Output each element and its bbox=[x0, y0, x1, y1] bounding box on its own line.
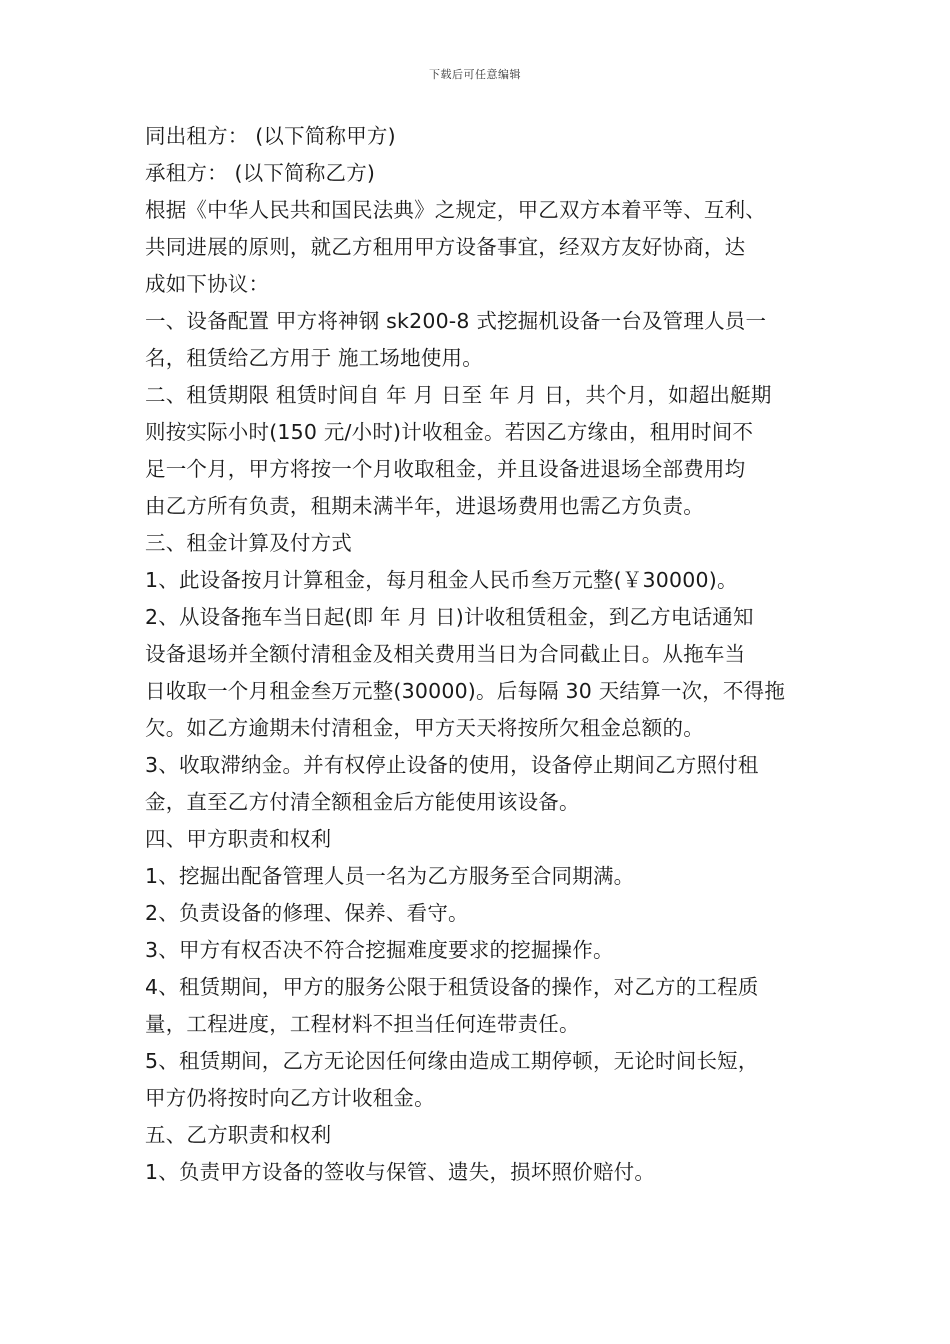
text-line: 5、租赁期间，乙方无论因任何缘由造成工期停顿，无论时间长短， bbox=[145, 1049, 759, 1073]
text-line: 设备退场并全额付清租金及相关费用当日为合同截止日。从拖车当 bbox=[145, 642, 746, 666]
text-line: 3、收取滞纳金。并有权停止设备的使用，设备停止期间乙方照付租 bbox=[145, 753, 759, 777]
text-line: 同出租方： (以下简称甲方) bbox=[145, 124, 396, 148]
text-line: 欠。如乙方逾期未付清租金，甲方天天将按所欠租金总额的。 bbox=[145, 716, 704, 740]
text-line: 日收取一个月租金叁万元整(30000)。后每隔 30 天结算一次，不得拖 bbox=[145, 679, 786, 703]
text-line: 承租方： (以下简称乙方) bbox=[145, 161, 376, 185]
text-line: 3、甲方有权否决不符合挖掘难度要求的挖掘操作。 bbox=[145, 938, 614, 962]
section-heading: 三、租金计算及付方式 bbox=[145, 531, 352, 555]
text-line: 则按实际小时(150 元/小时)计收租金。若因乙方缘由，租用时间不 bbox=[145, 420, 754, 444]
section-heading: 五、乙方职责和权利 bbox=[145, 1123, 332, 1147]
text-line: 量，工程进度，工程材料不担当任何连带责任。 bbox=[145, 1012, 580, 1036]
text-line: 2、从设备拖车当日起(即 年 月 日)计收租赁租金，到乙方电话通知 bbox=[145, 605, 754, 629]
text-line: 1、挖掘出配备管理人员一名为乙方服务至合同期满。 bbox=[145, 864, 635, 888]
text-line: 4、租赁期间，甲方的服务公限于租赁设备的操作，对乙方的工程质 bbox=[145, 975, 759, 999]
header-note: 下载后可任意编辑 bbox=[429, 68, 521, 81]
text-line: 一、设备配置 甲方将神钢 sk200-8 式挖掘机设备一台及管理人员一 bbox=[145, 309, 767, 333]
text-line: 2、负责设备的修理、保养、看守。 bbox=[145, 901, 469, 925]
text-line: 由乙方所有负责，租期未满半年，进退场费用也需乙方负责。 bbox=[145, 494, 704, 518]
text-line: 1、负责甲方设备的签收与保管、遗失，损坏照价赔付。 bbox=[145, 1160, 656, 1184]
text-line: 甲方仍将按时向乙方计收租金。 bbox=[145, 1086, 435, 1110]
text-line: 成如下协议： bbox=[145, 272, 270, 296]
text-line: 二、租赁期限 租赁时间自 年 月 日至 年 月 日，共个月，如超出艇期 bbox=[145, 383, 772, 407]
text-line: 1、此设备按月计算租金，每月租金人民币叁万元整(￥30000)。 bbox=[145, 568, 738, 592]
text-line: 共同进展的原则，就乙方租用甲方设备事宜，经双方友好协商，达 bbox=[145, 235, 746, 259]
section-heading: 四、甲方职责和权利 bbox=[145, 827, 332, 851]
text-line: 根据《中华人民共和国民法典》之规定，甲乙双方本着平等、互利、 bbox=[145, 198, 766, 222]
text-line: 足一个月，甲方将按一个月收取租金，并且设备进退场全部费用均 bbox=[145, 457, 746, 481]
text-line: 名，租赁给乙方用于 施工场地使用。 bbox=[145, 346, 483, 370]
contract-body bbox=[145, 118, 810, 1191]
text-line: 金，直至乙方付清全额租金后方能使用该设备。 bbox=[145, 790, 580, 814]
